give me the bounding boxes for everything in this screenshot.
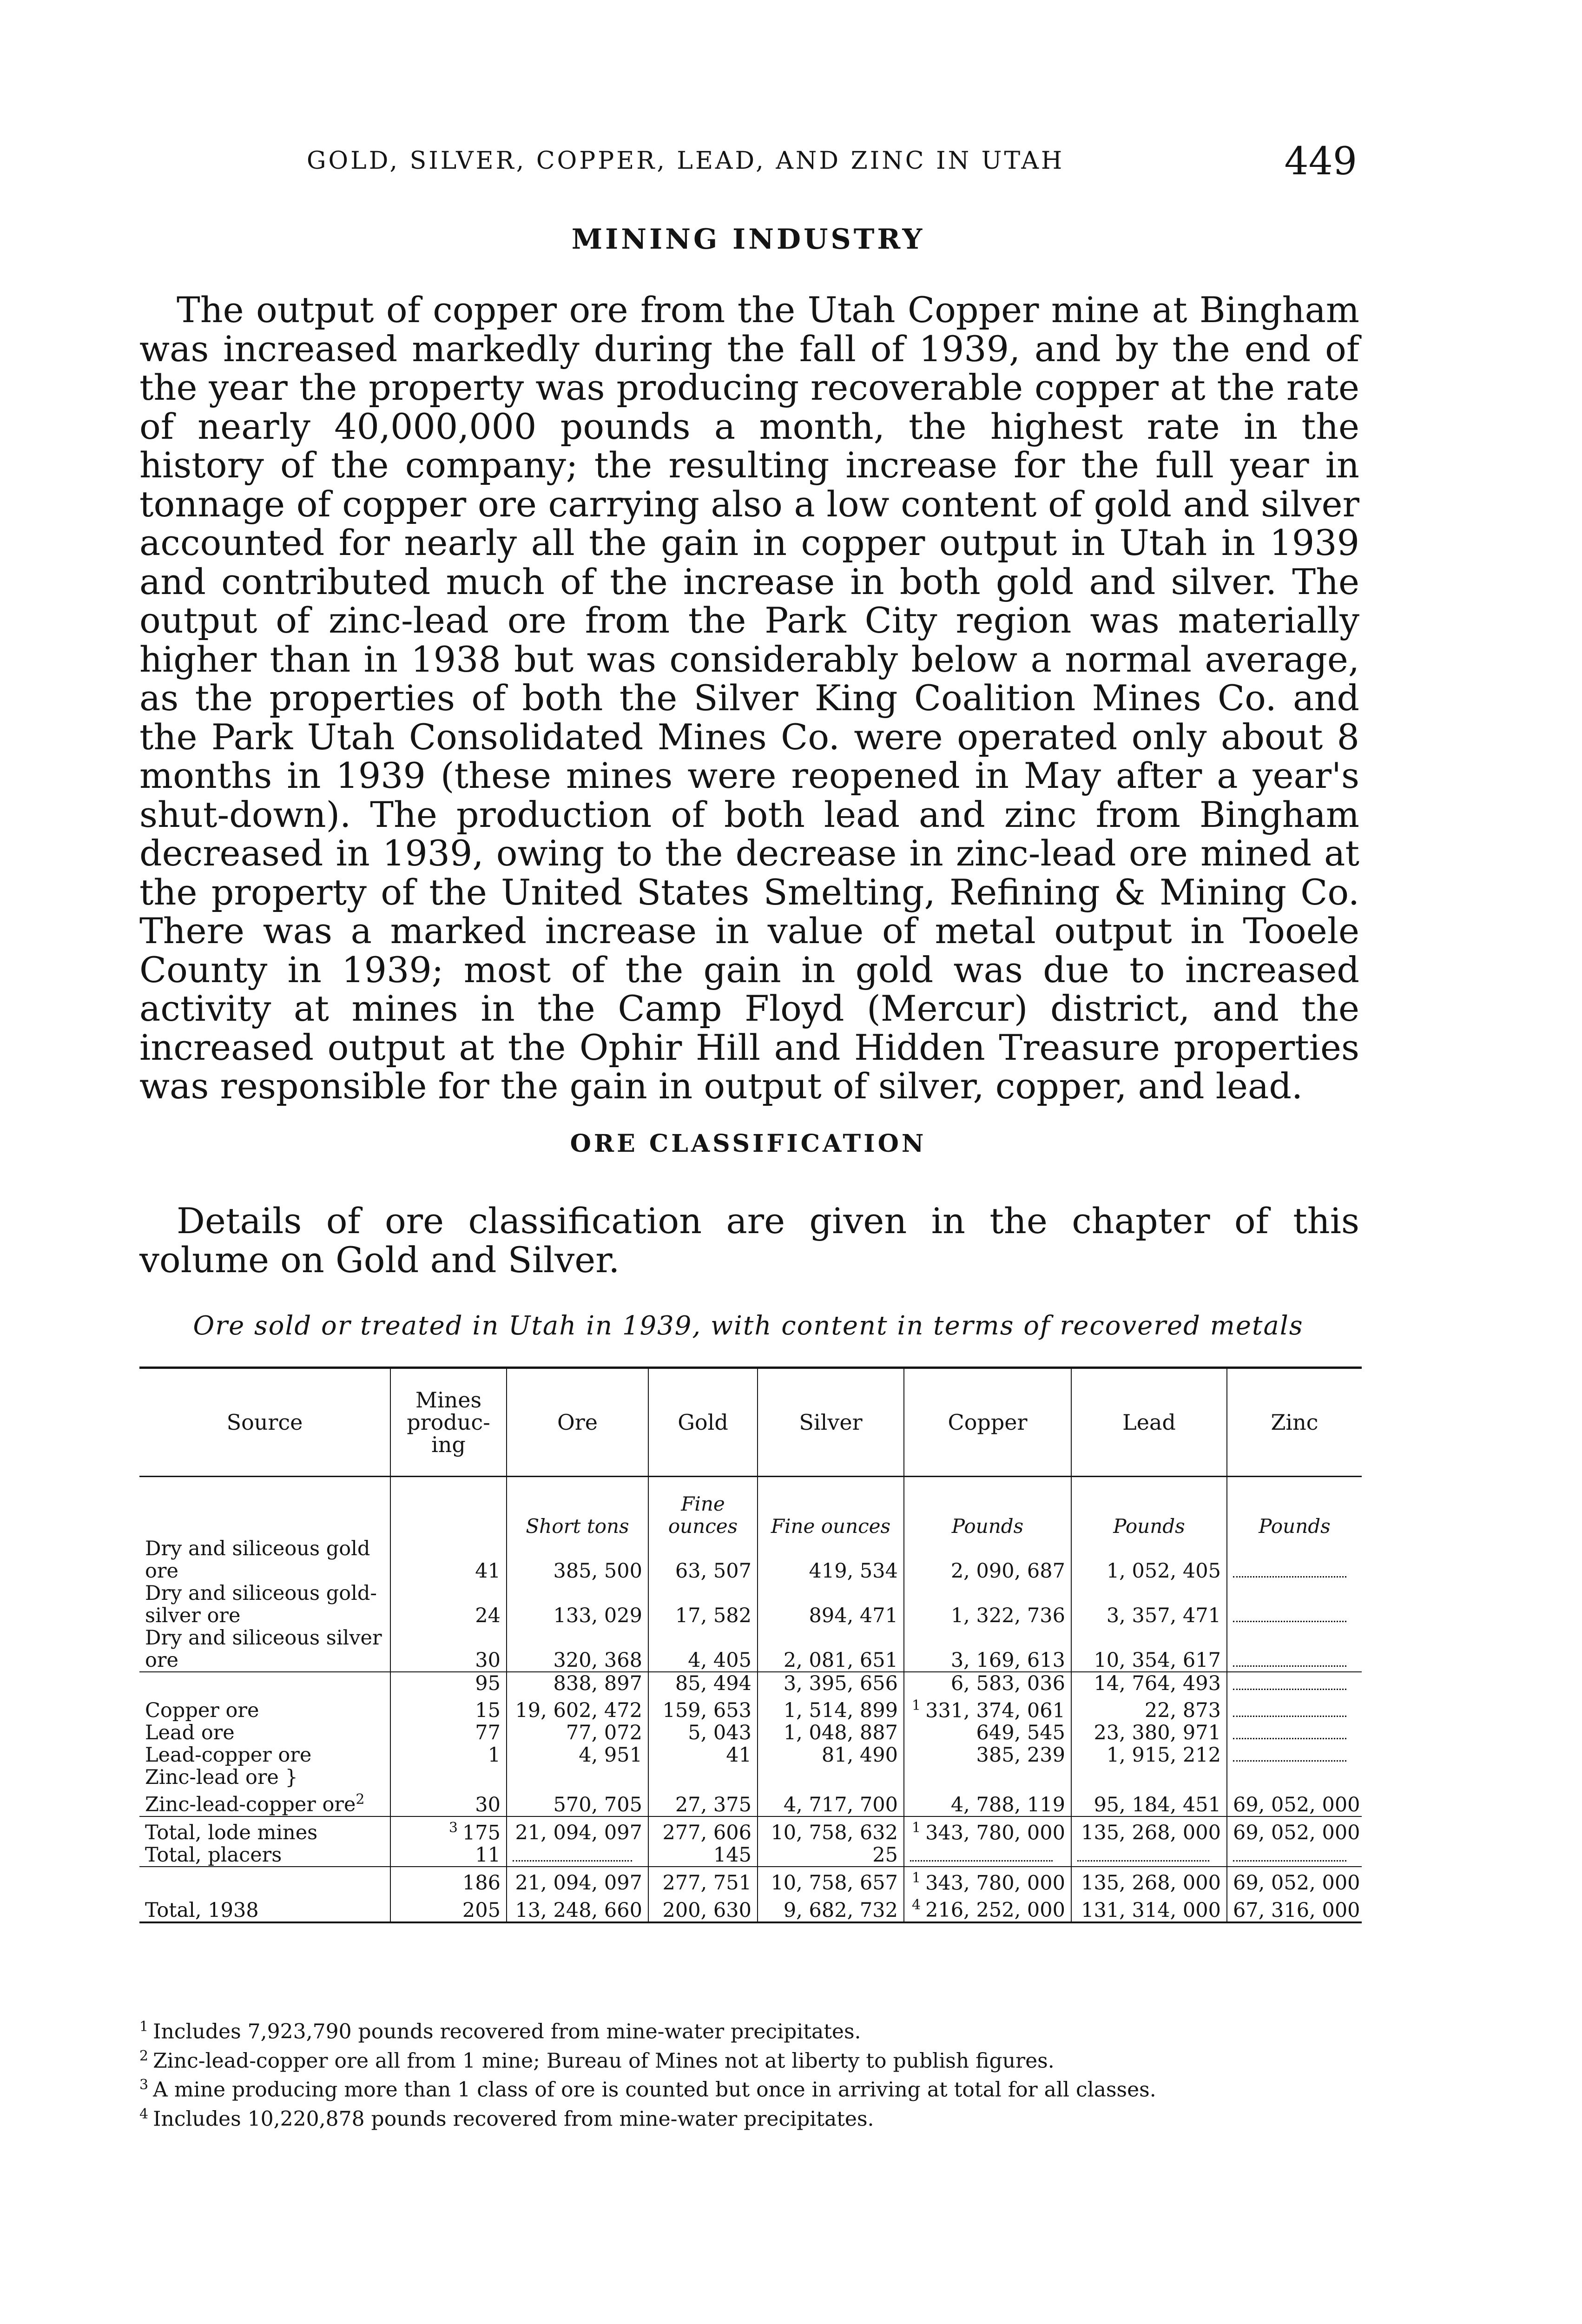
table-row-total-placers (139, 1844, 1362, 1867)
cell-copper (904, 1695, 1071, 1722)
footnote-mark: 4 (139, 2106, 149, 2122)
row-source: Copper ore (145, 1699, 259, 1723)
table-row (139, 1582, 1362, 1627)
footnote (139, 2015, 1357, 2044)
footnote-ref: 1 (912, 1869, 921, 1886)
footnote-text: Includes 7,923,790 pounds recovered from mine-water precipitates. (153, 2020, 861, 2044)
footnote-mark: 3 (139, 2077, 149, 2093)
cell-ore: 4, 951 (507, 1744, 648, 1766)
footnote-text: Includes 10,220,878 pounds recovered from mine-water precipitates. (153, 2107, 874, 2131)
footnote (139, 2102, 1357, 2132)
footnote-ref: 1 (912, 1697, 921, 1714)
table-row (139, 1695, 1362, 1722)
column-header-ore: Ore (507, 1368, 648, 1477)
cell-zinc-blank (1227, 1744, 1362, 1766)
cell-copper-value: 343, 780, 000 (925, 1871, 1065, 1895)
row-source-zinc-lead: Zinc-lead ore (145, 1766, 279, 1789)
table-caption: Ore sold or treated in Utah in 1939, with content in terms of recovered metals (193, 1311, 1304, 1341)
mining-industry-paragraph: The output of copper ore from the Utah Copper mine at Bingham was increased markedly during the fall of 1939, and by the end of the year the property was producing recoverable copper at the rate of nearly 40,000,000 pounds a month, the highest rate in the history of the company; the resulting increase for the full year in tonnage of copper ore carrying also a low content of gold and silver accounted for nearly all the gain in copper output in Utah in 1939 and contributed much of the increase in both gold and silver. The output of zinc-lead ore from the Park City region was materially higher than in 1938 but was considerably below a normal average, as the properties of both the Silver King Coalition Mines Co. and the Park Utah Consolidated Mines Co. were operated only about 8 months in 1939 (these mines were reopened in May after a year's shut-down). The production of both lead and zinc from Bingham decreased in 1939, owing to the decrease in zinc-lead ore mined at the property of the United States Smelting, Refining & Mining Co. There was a marked increase in value of metal output in Tooele County in 1939; most of the gain in gold was due to increased activity at mines in the Camp Floyd (Mercur) district, and the increased output at the Ophir Hill and Hidden Treasure properties was responsible for the gain in output of silver, copper, and lead. (139, 289, 1359, 1107)
cell-ore: 838, 897 (507, 1672, 648, 1695)
row-source: Dry and siliceous silver ore (145, 1626, 382, 1672)
cell-copper-value: 331, 374, 061 (925, 1699, 1065, 1723)
cell-silver: 2, 081, 651 (758, 1627, 904, 1672)
cell-zinc-blank (1227, 1582, 1362, 1627)
unit-lead: Pounds (1071, 1477, 1227, 1538)
column-header-mines: Mines produc- ing (390, 1368, 507, 1477)
cell-zinc: 69, 052, 000 (1227, 1766, 1362, 1816)
row-source: Total, lode mines (139, 1816, 390, 1844)
section-heading-mining-industry: MINING INDUSTRY (571, 223, 925, 256)
cell-copper (904, 1867, 1071, 1894)
cell-ore: 19, 602, 472 (507, 1695, 648, 1722)
cell-copper: 3, 169, 613 (904, 1627, 1071, 1672)
cell-copper: 4, 788, 119 (904, 1766, 1071, 1816)
cell-copper-value: 343, 780, 000 (925, 1821, 1065, 1844)
table-row (139, 1722, 1362, 1744)
footnotes (139, 2015, 1357, 2132)
row-source: Dry and siliceous gold ore (145, 1537, 370, 1583)
cell-lead: 23, 380, 971 (1071, 1722, 1227, 1744)
cell-silver: 1, 048, 887 (758, 1722, 904, 1744)
cell-gold: 5, 043 (648, 1722, 758, 1744)
cell-gold: 145 (648, 1844, 758, 1867)
cell-copper: 385, 239 (904, 1744, 1071, 1766)
footnote-ref: 1 (912, 1819, 921, 1836)
cell-ore: 570, 705 (507, 1766, 648, 1816)
cell-gold: 200, 630 (648, 1894, 758, 1922)
cell-silver: 9, 682, 732 (758, 1894, 904, 1922)
cell-silver: 81, 490 (758, 1744, 904, 1766)
cell-silver: 25 (758, 1844, 904, 1867)
cell-mines: 205 (390, 1894, 507, 1922)
cell-gold: 159, 653 (648, 1695, 758, 1722)
cell-mines: 95 (390, 1672, 507, 1695)
cell-copper: 6, 583, 036 (904, 1672, 1071, 1695)
table-row-total-1938 (139, 1894, 1362, 1922)
cell-lead: 1, 915, 212 (1071, 1744, 1227, 1766)
cell-lead: 131, 314, 000 (1071, 1894, 1227, 1922)
footnote-ref: 4 (912, 1897, 921, 1914)
cell-mines: 186 (390, 1867, 507, 1894)
cell-zinc-blank (1227, 1722, 1362, 1744)
table-header-row (139, 1368, 1362, 1477)
cell-zinc-blank (1227, 1695, 1362, 1722)
cell-mines: 24 (390, 1582, 507, 1627)
column-header-source: Source (139, 1368, 390, 1477)
column-header-lead: Lead (1071, 1368, 1227, 1477)
cell-silver: 3, 395, 656 (758, 1672, 904, 1695)
cell-silver: 10, 758, 632 (758, 1816, 904, 1844)
cell-ore-blank (507, 1844, 648, 1867)
cell-mines: 15 (390, 1695, 507, 1722)
footnote-text: Zinc-lead-copper ore all from 1 mine; Bureau of Mines not at liberty to publish figures. (153, 2049, 1055, 2073)
cell-mines: 41 (390, 1538, 507, 1582)
column-header-silver: Silver (758, 1368, 904, 1477)
cell-zinc: 67, 316, 000 (1227, 1894, 1362, 1922)
cell-gold: 27, 375 (648, 1766, 758, 1816)
column-header-gold: Gold (648, 1368, 758, 1477)
cell-mines: 1 (390, 1744, 507, 1766)
row-source: Lead ore (145, 1721, 235, 1745)
cell-lead: 3, 357, 471 (1071, 1582, 1227, 1627)
footnote-mark: 2 (139, 2047, 149, 2064)
cell-mines: 30 (390, 1766, 507, 1816)
cell-copper-blank (904, 1844, 1071, 1867)
cell-ore: 385, 500 (507, 1538, 648, 1582)
table-row (139, 1744, 1362, 1766)
footnote-ref: 3 (448, 1819, 458, 1836)
cell-silver: 10, 758, 657 (758, 1867, 904, 1894)
running-header (139, 139, 1357, 191)
cell-gold: 277, 606 (648, 1816, 758, 1844)
cell-ore: 21, 094, 097 (507, 1816, 648, 1844)
cell-lead: 22, 873 (1071, 1695, 1227, 1722)
column-header-zinc: Zinc (1227, 1368, 1362, 1477)
table-row-subtotal (139, 1672, 1362, 1695)
unit-zinc: Pounds (1227, 1477, 1362, 1538)
unit-ore: Short tons (507, 1477, 648, 1538)
unit-silver: Fine ounces (758, 1477, 904, 1538)
table-row (139, 1627, 1362, 1672)
cell-zinc: 69, 052, 000 (1227, 1816, 1362, 1844)
cell-zinc-blank (1227, 1627, 1362, 1672)
cell-zinc-blank (1227, 1538, 1362, 1582)
cell-gold: 17, 582 (648, 1582, 758, 1627)
page-number: 449 (1284, 139, 1357, 184)
cell-copper: 649, 545 (904, 1722, 1071, 1744)
unit-copper: Pounds (904, 1477, 1071, 1538)
cell-copper (904, 1816, 1071, 1844)
cell-lead: 14, 764, 493 (1071, 1672, 1227, 1695)
cell-lead: 135, 268, 000 (1071, 1816, 1227, 1844)
column-header-copper: Copper (904, 1368, 1071, 1477)
cell-mines (390, 1816, 507, 1844)
cell-ore: 21, 094, 097 (507, 1867, 648, 1894)
cell-silver: 1, 514, 899 (758, 1695, 904, 1722)
cell-ore: 133, 029 (507, 1582, 648, 1627)
cell-gold: 41 (648, 1744, 758, 1766)
cell-silver: 894, 471 (758, 1582, 904, 1627)
cell-ore: 13, 248, 660 (507, 1894, 648, 1922)
table-row (139, 1766, 1362, 1816)
cell-lead: 1, 052, 405 (1071, 1538, 1227, 1582)
footnote-ref: 2 (356, 1791, 365, 1808)
cell-ore: 77, 072 (507, 1722, 648, 1744)
cell-gold: 4, 405 (648, 1627, 758, 1672)
cell-lead: 95, 184, 451 (1071, 1766, 1227, 1816)
table-row (139, 1538, 1362, 1582)
row-source: Total, placers (145, 1843, 282, 1867)
cell-zinc: 69, 052, 000 (1227, 1867, 1362, 1894)
cell-mines: 77 (390, 1722, 507, 1744)
cell-copper-value: 216, 252, 000 (925, 1898, 1065, 1922)
unit-gold: Fine ounces (648, 1477, 758, 1538)
row-source: Zinc-lead ore } Zinc-lead-copper ore$^2$ (145, 1766, 365, 1816)
cell-zinc-blank (1227, 1672, 1362, 1695)
section-heading-ore-classification: ORE CLASSIFICATION (570, 1129, 927, 1158)
cell-gold: 63, 507 (648, 1538, 758, 1582)
row-source: Dry and siliceous gold-silver ore (145, 1582, 377, 1627)
row-source: Total, 1938 (139, 1894, 390, 1922)
cell-lead-blank (1071, 1844, 1227, 1867)
footnote (139, 2044, 1357, 2073)
table-row-total-lode (139, 1816, 1362, 1844)
footnote (139, 2073, 1357, 2102)
cell-copper (904, 1894, 1071, 1922)
cell-ore: 320, 368 (507, 1627, 648, 1672)
cell-mines-value: 175 (462, 1821, 501, 1844)
cell-silver: 4, 717, 700 (758, 1766, 904, 1816)
cell-mines: 30 (390, 1627, 507, 1672)
row-source: Lead-copper ore (145, 1743, 312, 1767)
ore-classification-paragraph: Details of ore classification are given in the chapter of this volume on Gold and Silver. (139, 1200, 1359, 1281)
cell-gold: 85, 494 (648, 1672, 758, 1695)
footnote-mark: 1 (139, 2019, 149, 2035)
cell-mines: 11 (390, 1844, 507, 1867)
cell-copper: 1, 322, 736 (904, 1582, 1071, 1627)
ore-table (139, 1367, 1362, 1923)
cell-gold: 277, 751 (648, 1867, 758, 1894)
running-title: GOLD, SILVER, COPPER, LEAD, AND ZINC IN UTAH (307, 147, 1065, 175)
cell-zinc-blank (1227, 1844, 1362, 1867)
table-row-grand-total (139, 1867, 1362, 1894)
units-row (139, 1477, 1362, 1538)
cell-silver: 419, 534 (758, 1538, 904, 1582)
footnote-text: A mine producing more than 1 class of ore is counted but once in arriving at total for all classes. (153, 2078, 1156, 2102)
cell-copper: 2, 090, 687 (904, 1538, 1071, 1582)
cell-lead: 10, 354, 617 (1071, 1627, 1227, 1672)
row-source-zinc-lead-copper: Zinc-lead-copper ore (145, 1793, 356, 1816)
cell-lead: 135, 268, 000 (1071, 1867, 1227, 1894)
